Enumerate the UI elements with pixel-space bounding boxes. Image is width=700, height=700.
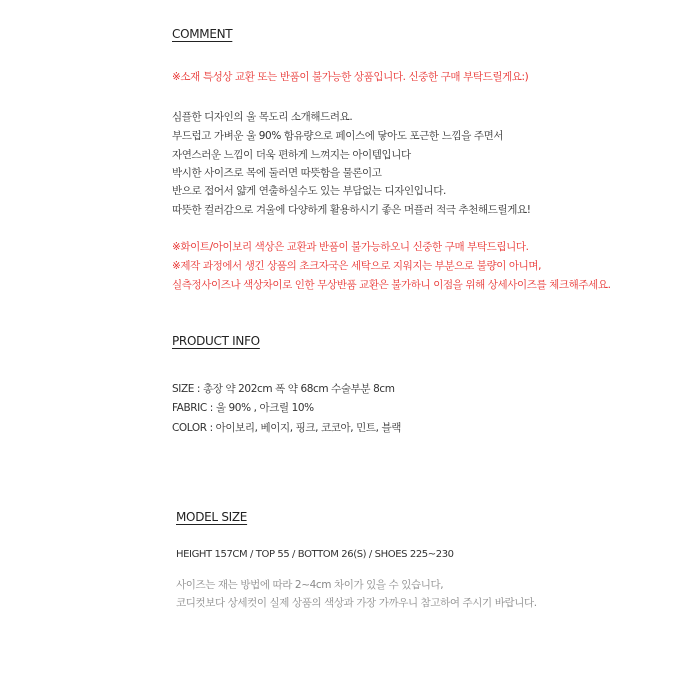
description-line: 박시한 사이즈로 목에 둘러면 따뜻함을 물론이고 bbox=[172, 167, 382, 179]
model-note: 코디컷보다 상세컷이 실제 상품의 색상과 가장 가까우니 참고하여 주시기 바랍니다. bbox=[176, 597, 537, 609]
description-line: 부드럽고 가벼운 울 90% 함유량으로 페이스에 닿아도 포근한 느낌을 주면서 bbox=[172, 130, 504, 142]
info-label: SIZE : bbox=[172, 383, 201, 395]
description-line: 따뜻한 컬러감으로 겨울에 다양하게 활용하시기 좋은 머플러 적극 추천해드릴게요! bbox=[172, 204, 531, 216]
model-note: 사이즈는 재는 방법에 따라 2~4cm 차이가 있을 수 있습니다, bbox=[176, 579, 444, 591]
description-line: 자연스러운 느낌이 더욱 편하게 느껴지는 아이템입니다 bbox=[172, 149, 411, 161]
description-line: 반으로 접어서 얇게 연출하실수도 있는 부담없는 디자인입니다. bbox=[172, 185, 446, 197]
model-size-title: MODEL SIZE bbox=[176, 510, 248, 524]
info-row-size bbox=[172, 382, 395, 396]
warning-line: 실측정사이즈나 색상차이로 인한 무상반품 교환은 불가하니 이점을 위해 상세사이즈를 체크해주세요. bbox=[172, 279, 611, 291]
product-info-title: PRODUCT INFO bbox=[172, 334, 260, 348]
info-row-fabric bbox=[172, 401, 314, 415]
warning-line: ※제작 과정에서 생긴 상품의 초크자국은 세탁으로 지워지는 부분으로 불량이 아니며, bbox=[172, 260, 542, 272]
info-value: 총장 약 202cm 폭 약 68cm 수술부분 8cm bbox=[203, 383, 395, 395]
info-value: 울 90% , 아크릴 10% bbox=[215, 402, 314, 414]
notice-text: ※소재 특성상 교환 또는 반품이 불가능한 상품입니다. 신중한 구매 부탁드릴게요:) bbox=[172, 71, 529, 83]
info-label: FABRIC : bbox=[172, 402, 213, 414]
warning-line: ※화이트/아이보리 색상은 교환과 반품이 불가능하오니 신중한 구매 부탁드립니다. bbox=[172, 241, 529, 253]
comment-title: COMMENT bbox=[172, 27, 233, 41]
info-label: COLOR : bbox=[172, 422, 213, 434]
description-line: 심플한 디자인의 울 목도리 소개해드려요. bbox=[172, 111, 353, 123]
info-row-color bbox=[172, 421, 401, 435]
model-stats: HEIGHT 157CM / TOP 55 / BOTTOM 26(S) / SHOES 225~230 bbox=[176, 549, 454, 560]
info-value: 아이보리, 베이지, 핑크, 코코아, 민트, 블랙 bbox=[215, 422, 401, 434]
